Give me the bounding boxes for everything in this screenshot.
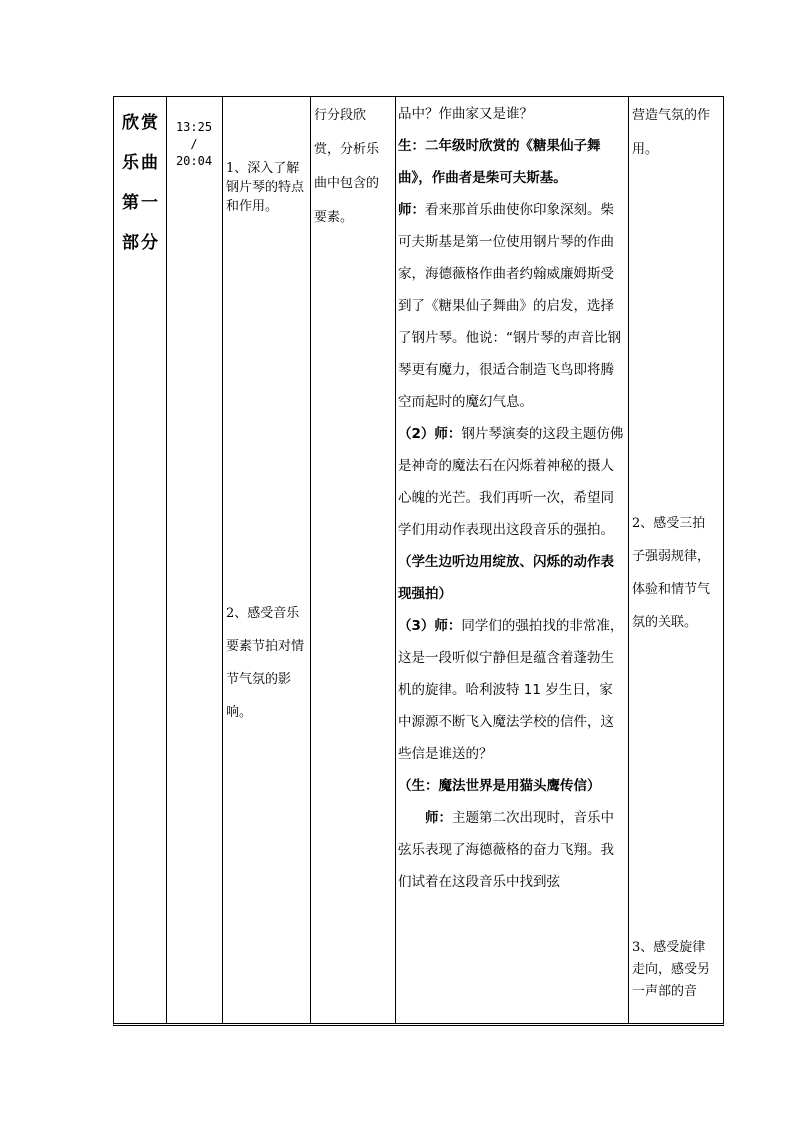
time-separator: / [190,137,198,151]
teacher-remark-4: 师：主题第二次出现时，音乐中弦乐表现了海德薇格的奋力飞翔。我们试着在这段音乐中找到弦 [398,810,614,890]
student-activity: （学生边听边用绽放、闪烁的动作表现强拍） [398,554,614,602]
student-answer: 生：二年级时欣赏的《糖果仙子舞曲》，作曲者是柴可夫斯基。 [398,138,601,186]
column-divider [310,97,311,1023]
teacher-remark-2: （2）师：钢片琴演奏的这段主题仿佛是神奇的魔法石在闪烁着神秘的摄人心魄的光芒。我们再听一次，希望同学们用动作表现出这段音乐的强拍。 [398,426,624,538]
speaker-label: （3）师： [398,618,462,634]
speaker-label: 师： [398,202,425,218]
column-divider [222,97,223,1023]
time-range [168,119,220,170]
lesson-table [113,96,724,1026]
column-divider [628,97,629,1023]
column-divider [166,97,167,1023]
objective-1: 1、深入了解钢片琴的特点和作用。 [226,161,305,214]
teaching-method: 行分段欣赏，分析乐曲中包含的要素。 [314,108,380,225]
process-question: 品中？作曲家又是谁？ [398,106,533,122]
teaching-process [398,98,624,898]
time-end: 20:04 [175,154,213,168]
student-answer-2: （生：魔法世界是用猫头鹰传信） [398,778,601,794]
speaker-label: 师： [425,810,452,826]
speaker-label: （2）师： [398,426,462,442]
design-purpose-2: 2、感受三拍子强弱规律，体验和情节气氛的关联。 [632,516,711,630]
objective-2: 2、感受音乐要素节拍对情节气氛的影响。 [226,606,305,720]
teacher-remark-1: 师：看来那首乐曲使你印象深刻。柴可夫斯基是第一位使用钢片琴的作曲家，海德薇格作曲者约翰威廉姆斯受到了《糖果仙子舞曲》的启发，选择了钢片琴。他说：“钢片琴的声音比钢琴更有魔力，很适合制造飞鸟即将腾空而起时的魔幻气息。 [398,202,621,410]
column-divider [395,97,396,1023]
design-purpose-1: 营造气氛的作用。 [632,108,711,157]
time-start: 13:25 [175,120,213,134]
phase-title: 欣赏乐曲第一部分 [122,113,160,253]
teacher-remark-3: （3）师：同学们的强拍找的非常准，这是一段听似宁静但是蕴含着蓬勃生机的旋律。哈利波特 11 岁生日，家中源源不断飞入魔法学校的信件，这些信是谁送的？ [398,618,624,762]
design-purpose-3: 3、感受旋律走向，感受另一声部的音 [632,940,711,999]
